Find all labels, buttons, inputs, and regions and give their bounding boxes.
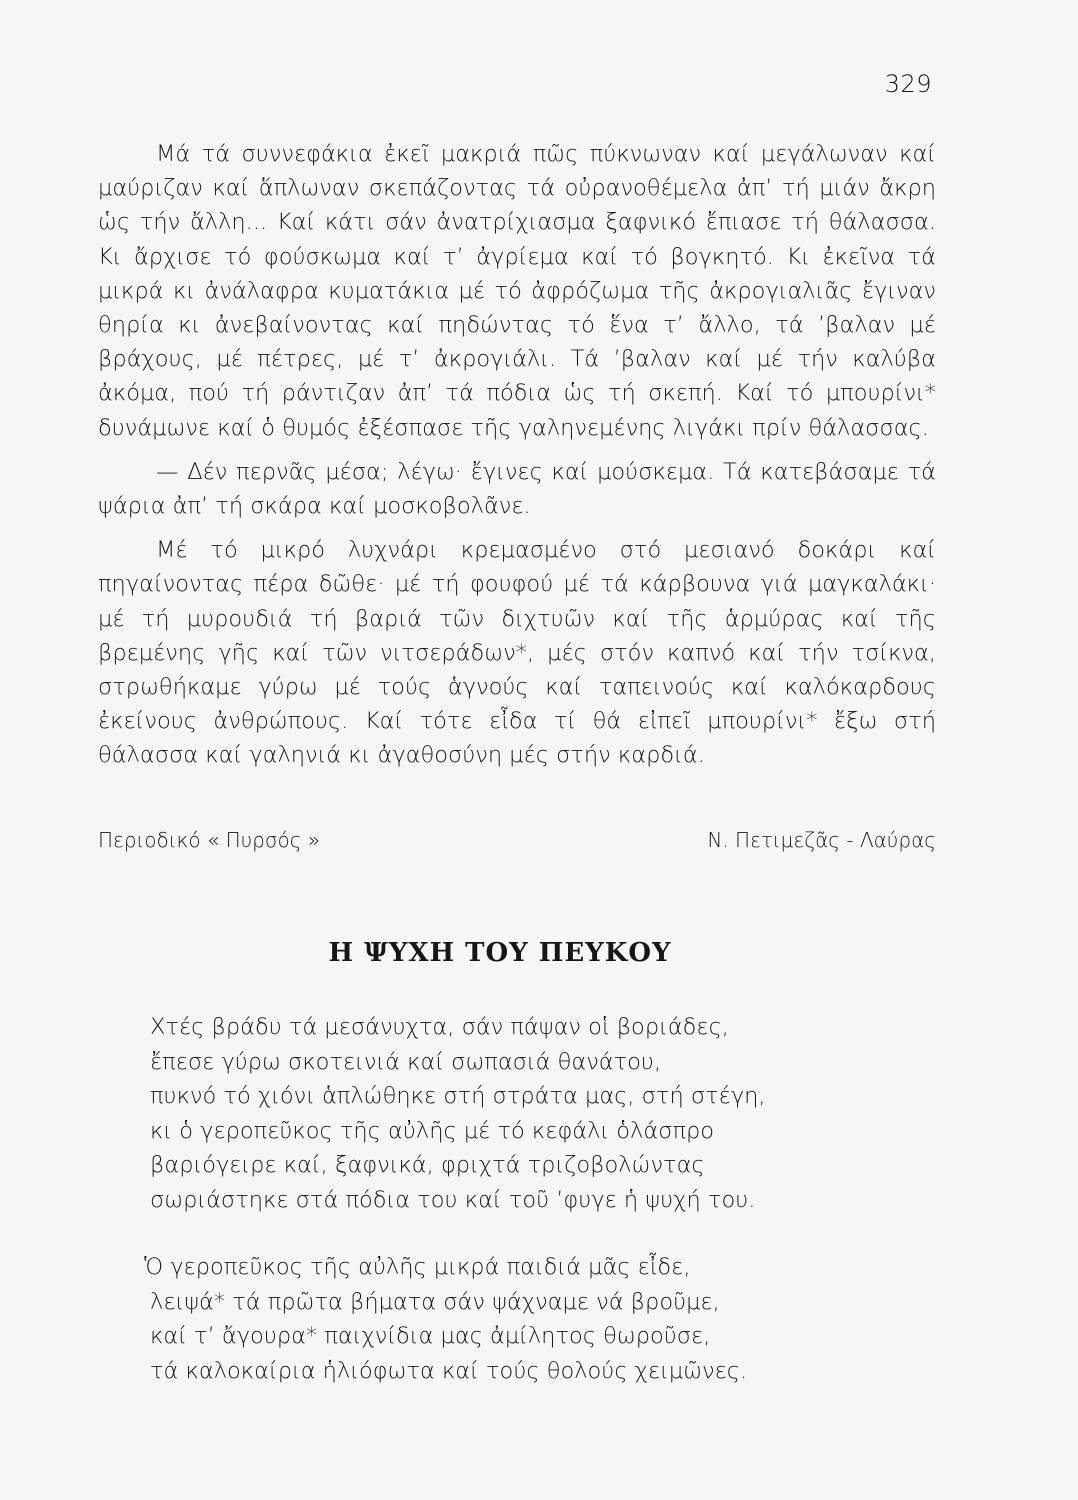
page-number: 329	[884, 70, 932, 98]
prose-paragraph: Μέ τό μικρό λυχνάρι κρεμασμένο στό μεσιανό δοκάρι καί πηγαίνοντας πέρα δῶθε· μέ τή φουφού μέ τά κάρβουνα γιά μαγκαλάκι· μέ τή μυρουδιά τή βαριά τῶν διχτυῶν καί τῆς ἁρμύρας καί τῆς βρεμένης γῆς καί τῶν νιτσεράδων*, μές στόν καπνό καί τήν τσίκνα, στρωθήκαμε γύρω μέ τούς ἁγνούς καί ταπεινούς καί καλόκαρδους ἐκείνους ἀνθρώπους. Καί τότε εἶδα τί θά εἰπεῖ μπουρίνι* ἔξω στή θάλασσα καί γαληνιά κι ἀγαθοσύνη μές στήν καρδιά.	[98, 537, 936, 769]
poem-line: Χτές βράδυ τά μεσάνυχτα, σάν πάψαν οἱ βοριάδες,	[150, 1014, 729, 1040]
poem-line: λειψά* τά πρῶτα βήματα σάν ψάχναμε νά βροῦμε,	[150, 1288, 720, 1315]
poem-line: τά καλοκαίρια ἡλιόφωτα καί τούς θολούς χειμῶνες.	[150, 1357, 748, 1384]
poem-line: ἔπεσε γύρω σκοτεινιά καί σωπασιά θανάτου,	[150, 1048, 662, 1075]
poem-line: σωριάστηκε στά πόδια του καί τοῦ ’φυγε ἡ ψυχή του.	[150, 1186, 756, 1213]
source-attribution	[98, 828, 936, 852]
poem-line: πυκνό τό χιόνι ἁπλώθηκε στή στράτα μας, στή στέγη,	[150, 1083, 766, 1110]
poem-stanza	[150, 1010, 910, 1218]
poem-line: βαριόγειρε καί, ξαφνικά, φριχτά τριζοβολώντας	[150, 1152, 705, 1179]
prose-text	[98, 137, 936, 773]
prose-paragraph: Μά τά συννεφάκια ἐκεῖ μακριά πῶς πύκνωναν καί μεγάλωναν καί μαύριζαν καί ἅπλωναν σκεπάζοντας τά οὐρανοθέμελα ἀπ’ τή μιάν ἄκρη ὡς τήν ἄλλη... Καί κάτι σάν ἀνατρίχιασμα ξαφνικό ἔπιασε τή θάλασσα. Κι ἄρχισε τό φούσκωμα καί τ’ ἀγρίεμα καί τό βογκητό. Κι ἐκεῖνα τά μικρά κι ἀνάλαφρα κυματάκια μέ τό ἀφρόζωμα τῆς ἀκρογιαλιᾶς ἔγιναν θηρία κι ἀνεβαίνοντας καί πηδώντας τό ἕνα τ’ ἄλλο, τά ’βαλαν μέ βράχους, μέ πέτρες, μέ τ’ ἀκρογιάλι. Τά ’βαλαν καί μέ τήν καλύβα ἀκόμα, πού τή ράντιζαν ἀπ’ τά πόδια ὡς τή σκεπή. Καί τό μπουρίνι* δυνάμωνε καί ὁ θυμός ἐξέσπασε τῆς γαληνεμένης λιγάκι πρίν θάλασσας.	[98, 141, 936, 441]
prose-paragraph: — Δέν περνᾶς μέσα; λέγω· ἔγινες καί μούσκεμα. Τά κατεβάσαμε τά ψάρια ἀπ’ τή σκάρα καί μοσκοβολᾶνε.	[98, 458, 936, 520]
poem-line: κι ὁ γεροπεῦκος τῆς αὐλῆς μέ τό κεφάλι ὁλάσπρο	[150, 1117, 715, 1144]
poem-stanza	[144, 1250, 910, 1388]
poem-title: Η ΨΥΧΗ ΤΟΥ ΠΕΥΚΟΥ	[328, 938, 672, 968]
poem-line: καί τ’ ἄγουρα* παιχνίδια μας ἀμίλητος θωροῦσε,	[150, 1323, 711, 1350]
source-publication: Περιοδικό « Πυρσός »	[98, 828, 321, 852]
source-author: Ν. Πετιμεζᾶς - Λαύρας	[707, 828, 936, 852]
poem-line: Ὁ γεροπεῦκος τῆς αὐλῆς μικρά παιδιά μᾶς εἶδε,	[144, 1254, 691, 1280]
